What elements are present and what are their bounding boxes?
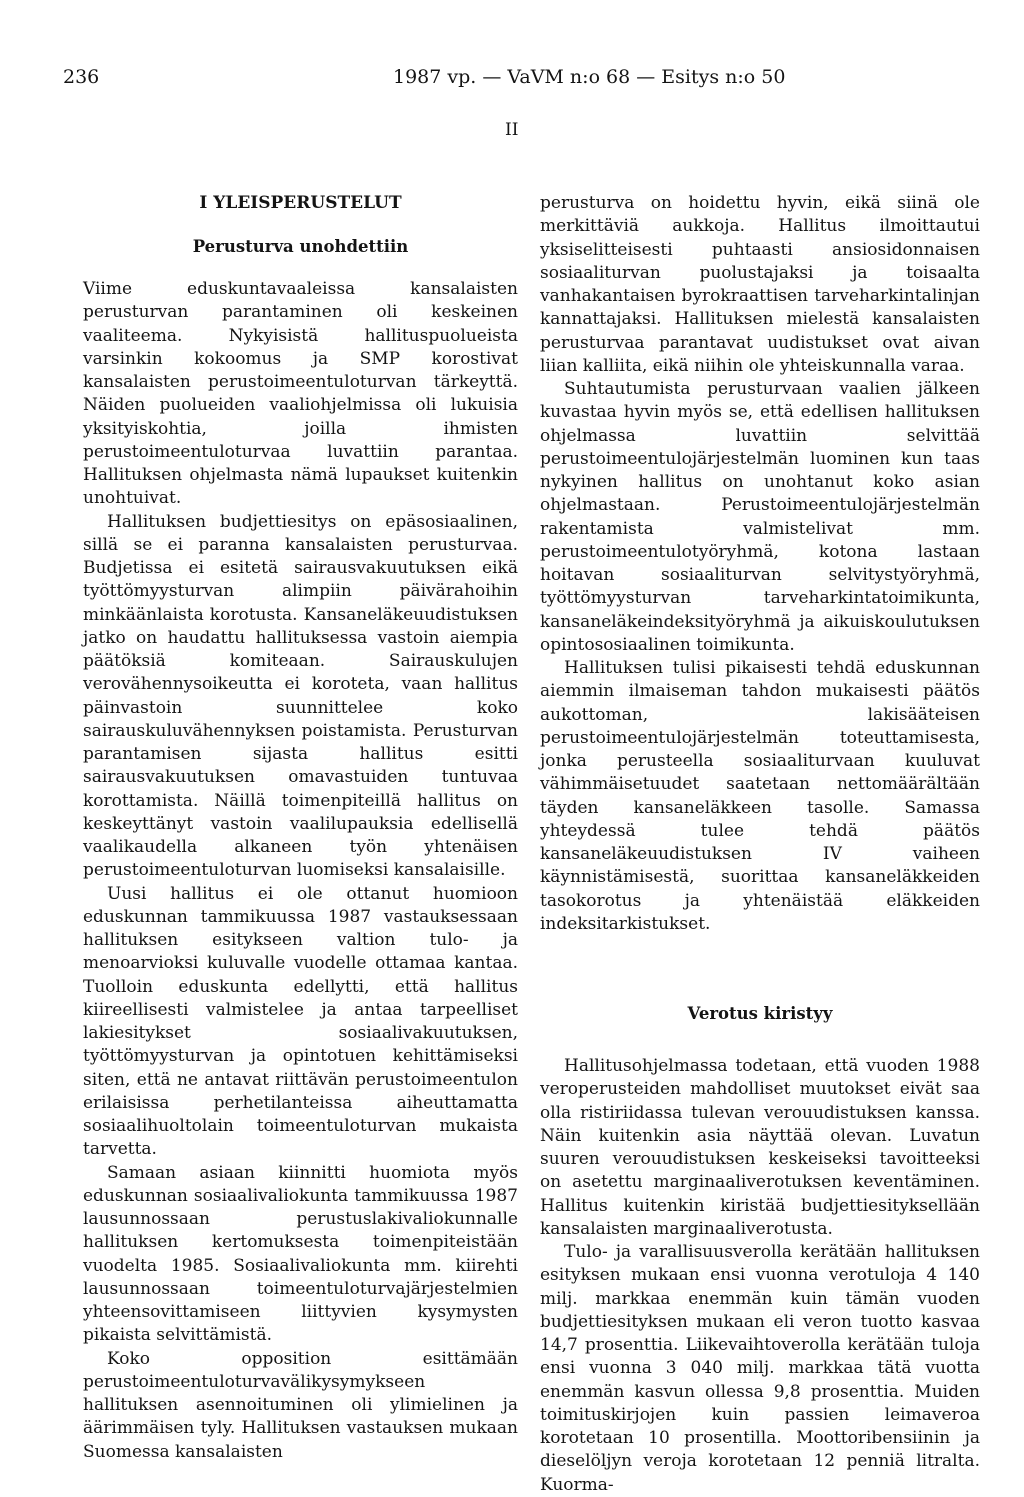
paragraph: Koko opposition esittämään perustoimeentuloturvavälikysymykseen hallituksen asennoituminen oli ylimielinen ja äärimmäisen tyly. Hallituksen vastauksen mukaan Suomessa kansalaisten — [83, 1348, 518, 1462]
paragraph: perusturva on hoidettu hyvin, eikä siinä ole merkittäviä aukkoja. Hallitus ilmoittautui yksiselitteisesti puhtaasti ansiosidonnaisen sosiaaliturvan puolustajaksi ja toisaalta vanhakantaisen byrokraattisen tarveharkintalinjan kannattajaksi. Hallituksen mielestä kansalaisten perusturvaa parantavat uudistukset ovat aivan liian kalliita, eikä niihin ole yhteiskunnalla varaa. — [540, 193, 980, 376]
section-subheading: Verotus kiristyy — [687, 1004, 833, 1023]
paragraph: Hallituksen budjettiesitys on epäsosiaalinen, sillä se ei paranna kansalaisten perusturvaa. Budjetissa ei esitetä sairausvakuutuksen eikä työttömyysturvan alimpiin päivärahoihin minkäänlaista korotusta. Kansaneläkeuudistuksen jatko on haudattu hallituksessa vastoin aiempia päätöksiä komiteaan. Sairauskulujen verovähennysoikeutta ei koroteta, vaan hallitus päinvastoin suunnittelee koko sairauskuluvähennyksen poistamista. Perusturvan parantamisen sijasta hallitus esitti sairausvakuutuksen omavastuiden tuntuvaa korottamista. Näillä toimenpiteillä hallitus on keskeyttänyt vastoin vaalilupauksia edellisellä vaalikaudella alkaneen työn yhtenäisen perustoimeentuloturvan luomiseksi kansalaisille. — [83, 511, 518, 881]
paragraph: Suhtautumista perusturvaan vaalien jälkeen kuvastaa hyvin myös se, että edellisen hallituksen ohjelmassa luvattiin selvittää perustoimeentulojärjestelmän luominen kun taas nykyinen hallitus on unohtanut koko asian ohjelmastaan. Perustoimeentulojärjestelmän rakentamista valmistelivat mm. perustoimeentulotyöryhmä, kotona lastaan hoitavan sosiaaliturvan selvitystyöryhmä, työttömyysturvan tarveharkintatoimikunta, kansaneläkeindeksityöryhmä ja aikuiskoulutuksen opintososiaalinen toimikunta. — [540, 379, 980, 655]
page-header — [63, 62, 963, 92]
left-column — [83, 192, 518, 1464]
paragraph: Hallituksen tulisi pikaisesti tehdä eduskunnan aiemmin ilmaiseman tahdon mukaisesti päätös aukottoman, lakisääteisen perustoimeentulojärjestelmän toteuttamisesta, jonka perusteella sosiaaliturvaan kuuluvat vähimmäisetuudet saatetaan nettomäärältään täyden kansaneläkkeen tasolle. Samassa yhteydessä tulee tehdä päätös kansaneläkeuudistuksen IV vaiheen käynnistämisestä, suorittaa kansaneläkkeiden tasokorotus ja yhtenäistää eläkkeiden indeksitarkistukset. — [540, 658, 980, 934]
section-heading: I YLEISPERUSTELUT — [199, 193, 402, 213]
right-column — [540, 192, 980, 1497]
part-marker: II — [505, 120, 519, 140]
paragraph: Tulo- ja varallisuusverolla kerätään hallituksen esityksen mukaan ensi vuonna verotuloja 4 140 milj. markkaa enemmän kuin tämän vuoden budjettiesityksen mukaan eli veron tuotto kasvaa 14,7 prosenttia. Liikevaihtoverolla kerätään tuloja ensi vuonna 3 040 milj. markkaa tätä vuotta enemmän kasvun ollessa 9,8 prosenttia. Muiden toimituskirjojen kuin passien leimaveroa korotetaan 10 prosentilla. Moottoribensiinin ja dieselöljyn veroja korotetaan 12 penniä litralta. Kuorma- — [540, 1242, 980, 1495]
section-subheading: Perusturva unohdettiin — [192, 237, 409, 256]
running-title: 1987 vp. — VaVM n:o 68 — Esitys n:o 50 — [393, 66, 786, 88]
page-number: 236 — [63, 66, 100, 88]
paragraph: Samaan asiaan kiinnitti huomiota myös eduskunnan sosiaalivaliokunta tammikuussa 1987 lausunnossaan perustuslakivaliokunnalle hallituksen kertomuksesta toimenpiteistään vuodelta 1985. Sosiaalivaliokunta mm. kiirehti lausunnossaan toimeentuloturvajärjestelmien yhteensovittamiseen liittyvien kysymysten pikaista selvittämistä. — [83, 1162, 518, 1346]
paragraph: Uusi hallitus ei ole ottanut huomioon eduskunnan tammikuussa 1987 vastauksessaan hallituksen esitykseen valtion tulo- ja menoarvioksi kuluvalle vuodelle ottamaa kantaa. Tuolloin eduskunta edellytti, että hallitus kiireellisesti valmistelee ja antaa tarpeelliset lakiesitykset sosiaalivakuutuksen, työttömyysturvan ja opintotuen kehittämiseksi siten, että ne antavat riittävän perustoimeentulon erilaisissa perhetilanteissa aiheuttamatta sosiaalihuoltolain toimeentuloturvan mukaista tarvetta. — [83, 883, 518, 1160]
paragraph: Viime eduskuntavaaleissa kansalaisten perusturvan parantaminen oli keskeinen vaaliteema. Nykyisistä hallituspuolueista varsinkin kokoomus ja SMP korostivat kansalaisten perustoimeentuloturvan tärkeyttä. Näiden puolueiden vaaliohjelmissa oli lukuisia yksityiskohtia, joilla ihmisten perustoimeentuloturvaa luvattiin parantaa. Hallituksen ohjelmasta nämä lupaukset kuitenkin unohtuivat. — [83, 279, 518, 509]
paragraph: Hallitusohjelmassa todetaan, että vuoden 1988 veroperusteiden mahdolliset muutokset eivät saa olla ristiriidassa tulevan verouudistuksen kanssa. Näin kuitenkin asia näyttää olevan. Luvatun suuren verouudistuksen keskeiseksi tavoitteeksi on asetettu marginaaliverotuksen keventäminen. Hallitus kuitenkin kiristää budjettiesityksellään kansalaisten marginaaliverotusta. — [540, 1056, 980, 1239]
